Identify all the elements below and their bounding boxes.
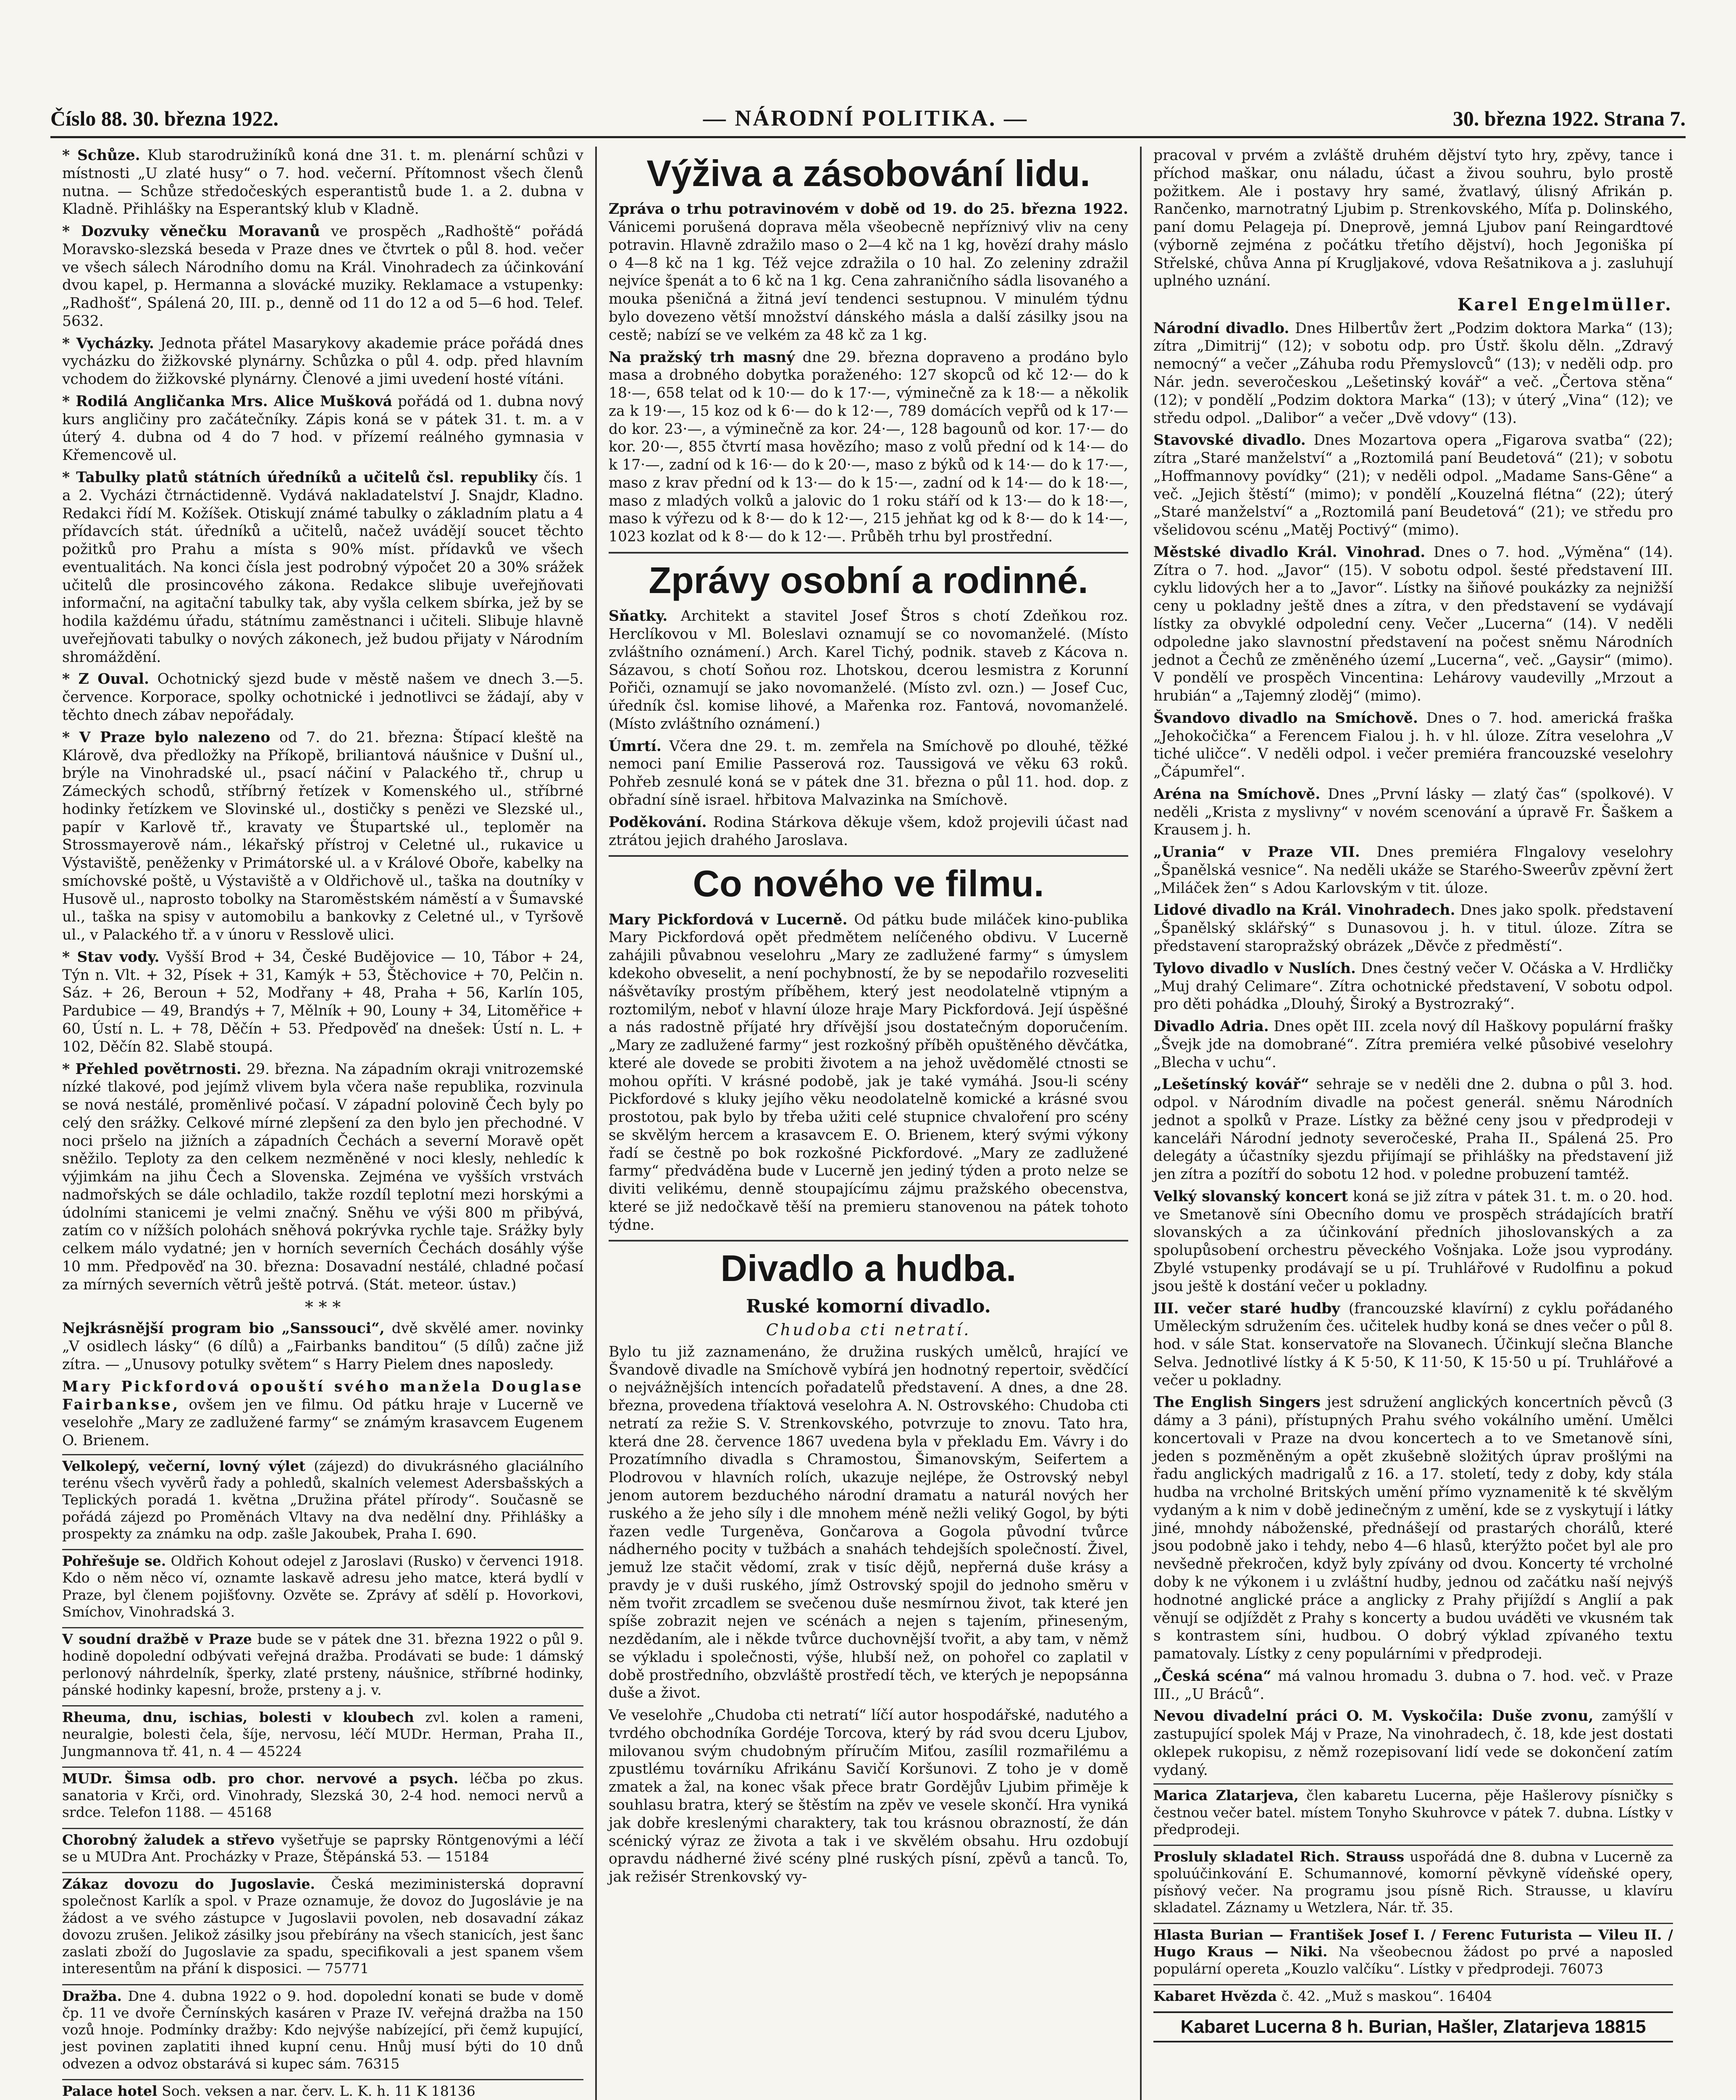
- section-film: [609, 911, 1128, 1234]
- news-item-heading: III. večer staré hudby: [1153, 1300, 1340, 1317]
- news-item-heading: Na pražský trh masný: [609, 349, 795, 366]
- news-item-heading: MUDr. Šimsa odb. pro chor. nervové a psych.: [62, 1770, 459, 1787]
- news-item-heading: * Stav vody.: [62, 948, 160, 966]
- news-item-text: Vyšší Brod + 34, České Budějovice — 10, Tábor + 24, Týn n. Vlt. + 32, Písek + 31, Kamýk + 53, Štěchovice + 70, Pelčin n. Sáz. + 26, Beroun + 52, Modřany + 48, Praha + 56, Karlín 105, Pardubice — 49, Brandýs + 7, Mělník + 90, Louny + 34, Litoměřice + 60, Ústí n. L. + 78, Děčín + 53. Předpověď na dnešek: Ústí n. L. + 102, Děčín 82. Slabě stoupá.: [62, 948, 583, 1055]
- section-title-personal: Zprávy osobní a rodinné.: [649, 559, 1088, 601]
- column-2: [595, 147, 1140, 2100]
- news-item-heading: „Lešetínský kovář“: [1153, 1076, 1310, 1093]
- news-item-heading: Pohřešuje se.: [62, 1553, 166, 1570]
- news-item: [1153, 1076, 1673, 1184]
- news-item-text: Jednota přátel Masarykovy akademie práce pořádá dnes vycházku do žižkovské plynárny. Schůzka o půl 4. odp. před hlavním vchodem do žižkovské plynárny. Členové a jimi uvedení hosté vítáni.: [62, 335, 583, 388]
- news-item-heading: V soudní dražbě v Praze: [62, 1631, 252, 1648]
- news-item: [609, 607, 1128, 733]
- news-item-text: (francouzské klavírní) z cyklu pořádaného Uměleckým sdružením čes. učitelek hudby koná se dnes večer o půl 8. hod. v sále Stat. konservatoře na Slovanech. Účinkují slečna Blanche Selva. Jednotlivé lístky á K 5·50, K 11·50, K 15·50 u pí. Truhlářové a večer u pokladny.: [1153, 1300, 1673, 1389]
- news-item-text: od 7. do 21. března: Štípací kleště na Klárově, dva předložky na Příkopě, briliantová náušnice v Dušní ul., brýle na Vinohradské ul., psací náčiní v Palackého tř., chrup u Zámeckých schodů, stříbrný řetízek v Komenského ul., stříbrné hodinky řetízkem ve Slovinské ul., dostičky s penězi ve Slezské ul., papír v Karlově tř., kravaty ve Štupartské ul., teploměr na Strossmayerově nám., lékařský přístroj v Celetné ul., rukavice u Výstaviště, peněženky v Primátorské ul. a v Králové Oboře, kabelky na smíchovské poště, u Výstaviště a v Oldřichově ul., taška na doutníky v Husově ul., naprosto tobolky na Staroměstském náměstí a v Šumavské ul., taška na spisy v automobilu a bankovky z Celetné ul., v Tyršově ul., v Palackého tř. a v únoru v Resslově ulici.: [62, 729, 584, 944]
- promo-pickford: [62, 1378, 583, 1450]
- news-item-heading: Městské divadlo Král. Vinohrad.: [1153, 543, 1426, 561]
- news-item-text: koná se již zítra v pátek 31. t. m. o 20. hod. ve Smetanově síni Obecního domu ve prospěch strádajících bratří slovanských a za účinkování předních jihoslovanských a za spolupůsobení orchestru pěveckého Vošnjaka. Lože jsou vyprodány. Zbylé vstupenky prodávají se u pí. Truhlářové v Rudolfinu a pokud jsou ještě k dostání večer u pokladny.: [1153, 1188, 1673, 1295]
- news-item-heading: Aréna na Smíchově.: [1153, 785, 1321, 803]
- news-item-heading: * Rodilá Angličanka Mrs. Alice Mušková: [62, 393, 392, 410]
- section-food: [609, 200, 1128, 546]
- classified-ad: [1153, 1984, 1673, 2007]
- news-item-heading: Zpráva o trhu potravinovém v době od 19. do 25. března 1922.: [609, 201, 1128, 218]
- separator-stars: * * *: [305, 1298, 341, 1318]
- news-item-text: (zájezd) do divukrásného glaciálního terénu všech vyvěrů řady a pohledů, skalních velemest Adersbašských a Teplických poradá 1. května „Družina přátel přírody“. Současně se pořádá zájezd po Proměnách Vltavy na dva nedělní dny. Přihlášky a prospekty za známku na odp. zašle Jakoubek, Praha I. 690.: [62, 1457, 583, 1542]
- promo-pickford-text: ovšem jen ve filmu. Od pátku hraje v Lucerně ve veselohře „Mary ze zadlužené farmy“ se známým krasavcem Eugenem O. Brienem.: [62, 1396, 583, 1449]
- promo-sanssouci-head: Nejkrásnější program bio „Sanssouci“,: [62, 1320, 385, 1337]
- news-item-text: zvl. kolen a rameni, neuralgie, bolesti čela, šíje, nervosu, léčí MUDr. Herman, Praha II., Jungmannova tř. 41, n. 4 — 45224: [62, 1709, 583, 1759]
- news-item-heading: „Urania“ v Praze VII.: [1153, 844, 1360, 861]
- news-item: [62, 948, 583, 1056]
- news-item-heading: * V Praze bylo nalezeno: [62, 729, 271, 746]
- news-item-text: Soch. veksen a nar. červ. L. K. h. 11 K 18136: [162, 2082, 475, 2099]
- news-item-text: má valnou hromadu 3. dubna o 7. hod. več. v Praze III., „U Bráců“.: [1153, 1667, 1673, 1703]
- news-item-heading: * Schůze.: [62, 147, 140, 164]
- news-item-text: Rodina Stárkova děkuje všem, kdož projevili účast nad ztrátou jejich drahého Jaroslava.: [609, 814, 1128, 849]
- news-item-heading: Lidové divadlo na Král. Vinohradech.: [1153, 902, 1455, 919]
- news-item-heading: Úmrtí.: [609, 738, 662, 755]
- news-item: [1153, 431, 1673, 539]
- classified-ad: [1153, 1783, 1673, 1840]
- article-title-russian-theatre: Ruské komorní divadlo.: [746, 1295, 991, 1317]
- classified-ad: [62, 1627, 583, 1701]
- news-item-heading: The English Singers: [1153, 1394, 1321, 1411]
- article-paragraph: Bylo tu již zaznamenáno, že družina ruských umělců, hrající ve Švandově divadle na Smíchově vybírá jen hodnotný repertoir, svědčící o nejvážnějších intencích pořadatelů představení. A dnes, a dne 28. března, provedena tříaktová veselohra A. N. Ostrovského: Chudoba cti netratí za režie S. V. Strenkovského, potvrzuje to znovu. Tato hra, která dne 28. července 1867 uvedena byla v překladu Em. Vávry i do Prozatímního divadla s Chramostou, Šimanovským, Seifertem a Plodrovou v hlavních rolích, ukazuje nejlépe, že Ostrovský nebyl jenom autorem bezduchého národní dramatu a naturál nových her ruského a že jeho síly i dle mnohem méně nežli veliký Gogol, by býti řazen vedle Turgeněva, Gončarova a Gogola původní tvůrce nádherného pocity v tužbách a snahách tehdejších společností. Živel, jemuž lze stačit vědomí, zrak v tisíc dějů, nepřerná duše krásy a pravdy je v duši ruského, jímž Ostrovský spojil do jednoho směru v něm tvořit zrcadlem se svečenou duše nesmírnou život, tak které jen spíše zobrazit nejen ve scénách a nejen s tajením, přineseným, nezdědaním, ale i někde tvůrce duchovnější tvořit, a aby tam, v němž se výkladu i společnosti, výše, hlubší než, on pohořel co zaplatil v době prostředního, obzvláště prostředí těch, ve kterých je nepopsánna duše a život.: [609, 1343, 1128, 1702]
- news-item-text: ve prospěch „Radhoště“ pořádá Moravsko-slezská beseda v Praze dnes ve čtvrtek o půl 8. hod. večer ve všech sálech Národního domu na Král. Vinohradech za účinkování dvou kapel, p. Hermanna a slovácké muziky. Reklamace a vstupenky: „Radhošť“, Spálená 20, III. p., denně od 11 do 12 a od 5—6 hod. Telef. 5632.: [62, 223, 583, 330]
- section-theatre: [609, 1343, 1128, 1886]
- news-item-heading: Hlasta Burian — František Josef I. / Ferenc Futurista — Vileu II. / Hugo Kraus — Niki.: [1153, 1927, 1673, 1960]
- classified-ad: [1153, 1845, 1673, 1919]
- column-3: [1140, 147, 1685, 2100]
- news-item-heading: Velkolepý, večerní, lovný výlet: [62, 1457, 306, 1474]
- news-item-heading: „Česká scéna“: [1153, 1667, 1271, 1685]
- news-item-heading: Poděkování.: [609, 814, 707, 831]
- news-item: [62, 393, 583, 465]
- review-signature: Karel Engelmüller.: [1457, 295, 1673, 315]
- news-item-text: sehraje se v neděli dne 2. dubna o půl 3. hod. odpol. v Národním divadle na počest generál. sněmu Národních jednot a spolků v Praze. Lístky za běžné ceny jsou v předprodeji v kanceláři Národní jednoty severočeské, Praha II., Spálená 25. Pro delegáty a účastníky sjezdu přijímají se přihlášky na představení již jen zítra a pozítří do sobotu 12 hod. v poledne probuzení tamtéž.: [1153, 1076, 1673, 1183]
- divider: [609, 855, 1128, 857]
- news-item: [62, 147, 583, 218]
- news-item-text: Od pátku bude miláček kino-publika Mary Pickfordová opět předmětem nelíčeného obdivu. V Lucerně zahájili půvabnou veselohru „Mary ze zadlužené farmy“ s úmyslem kdekoho obveselit, a není pochybností, že by se nepodařilo rozveseliti nášvětavíky prostým příběhem, který jest neodolatelně vtipným a roztomilým, neboť v hlavní úloze hraje Mary Pickfordová. Její úspěšné a nás radostně příjaté hry dřívější jsou dostatečným doporučením. „Mary ze zadlužené farmy“ jest rozkošný příběh opuštěného děvčátka, které ale dovede se probiti životem a na jehož uvědomělé ctnosti se mohou opříti. V krásné podobě, jak je také vymáhá. Jsou-li scény Pickfordové s kluky jejího věku neodolatelně komické a krásné svou prostotou, pak bylo by třeba užiti celé stupnice chvaloření pro scény se skvělým hercem a krasavcem E. O. Brienem, který svými výkony řadí se čestně po bok rozkošné Pickfordové. „Mary ze zadlužené farmy“ předváděna bude v Lucerně jen jediný týden a proto nelze se diviti velikému, denně stoupajícímu zájmu pražského obecenstva, které se již nedočkavě těší na premieru stanovenou na pátek tohoto týdne.: [609, 911, 1129, 1234]
- news-item: [1153, 901, 1673, 955]
- news-item-heading: Velký slovanský koncert: [1153, 1188, 1348, 1205]
- news-item-text: Architekt a stavitel Josef Štros s chotí Zdeňkou roz. Herclíkovou v Ml. Boleslavi oznamují se co novomanželé. (Místo zvláštního oznámení.) Arch. Karel Tichý, podnik. staveb z Kácova n. Sázavou, s chotí Soňou roz. Lhotskou, dcerou lesmistra z Korunní Pořiči, oznamují se jako novomanželé. (Místo zvl. ozn.) — Josef Cuc, úředník čsl. komise lihové, a Mařenka roz. Fantová, novomanželé. (Místo zvláštního oznámení.): [609, 608, 1129, 732]
- article-subtitle-play: Chudoba cti netratí.: [766, 1320, 971, 1339]
- news-item-heading: Švandovo divadlo na Smíchově.: [1153, 709, 1418, 727]
- columns: [50, 147, 1686, 2100]
- article-paragraph: Ve veselohře „Chudoba cti netratí“ líčí autor hospodářské, nadutého a tvrdého obchodníka Gordéje Torcova, který by rád svou dceru Ljubov, milovanou svým chudobným příručím Miťou, zasílil rozmařilému a zpustlému továrníku Afrikánu Savičí Koršunovi. Z toho je v domě zmatek a žal, na konec však přece bratr Gordějův Ljubim přiměje k souhlasu bratra, který se štěstím na zpěv ve vesele skončí. Hra vyniká jak dobře kreslenými charaktery, tak tou krásnou obrazností, že dán scénický výraz ze života a tak i ve skvělém obsahu. Hru ozdobují opravdu nádherné živé scény plné ruských písní, zpěvů a tanců. To, jak režisér Strenkovský vy-: [609, 1707, 1128, 1886]
- news-item-text: Dnes premiéra Flngalovy veselohry „Španělská vesnice“. Na neděli ukáže se Starého-Sweerův zpěvní žert „Miláček žen“ s Adou Karlovským v tit. úloze.: [1153, 844, 1673, 897]
- news-item-heading: Mary Pickfordová v Lucerně.: [609, 911, 848, 928]
- news-item: [62, 1060, 583, 1294]
- news-item: [1153, 1667, 1673, 1704]
- news-item-heading: * Dozvuky věnečku Moravanů: [62, 223, 320, 240]
- promo-sanssouci: [62, 1320, 583, 1373]
- news-item-heading: Národní divadlo.: [1153, 320, 1290, 337]
- news-item-heading: Rheuma, dnu, ischias, bolesti v kloubech: [62, 1709, 414, 1726]
- news-item: [62, 223, 583, 331]
- news-item: [609, 911, 1128, 1234]
- news-item-heading: Prosluly skladatel Rich. Strauss: [1153, 1848, 1405, 1865]
- review-continuation: pracoval v prvém a zvláště druhém dějství tyto hry, zpěvy, tance i příchod maškar, onu náladu, účast a živou souhru, bylo prostě požitkem. Ale i postavy hry samé, žvatlavý, úlisný Afrikán p. Rančenko, marnotratný Ljubim p. Strenkovského, Míťa p. Dolinského, paní domu Pelageja pí. Dneprově, jemná Ljubov paní Reingardtové (výborně zejména z počátku třetího dějství), hoch Jegoniška pí Střelské, chůva Anna pí Krugljakové, vdova Rešatnikova a j. zasluhují uplného uznání.: [1153, 147, 1673, 290]
- news-item: [62, 335, 583, 388]
- news-item: [609, 200, 1128, 344]
- section-title-film: Co nového ve filmu.: [693, 863, 1044, 905]
- news-item: [609, 814, 1128, 850]
- news-item: [62, 670, 583, 724]
- news-item-text: Dnes opět III. zcela nový díl Haškovy populární frašky „Švejk jde na domobrané“. Zítra premiéra velké působivé veselohry „Blecha v uchu“.: [1153, 1018, 1673, 1071]
- section-title-food: Výživa a zásobování lidu.: [646, 152, 1090, 194]
- news-item: [1153, 1018, 1673, 1071]
- classified-ads: [62, 1454, 583, 2100]
- news-item: [1153, 843, 1673, 897]
- news-item-text: bude se v pátek dne 31. března 1922 o půl 9. hodině dopolední odbývati veřejná dražba. Prodávati se bude: 1 dámský perlonový náhrdelník, šperky, zlaté prsteny, náušnice, stříbrné hodinky, pánské hodinky kapesní, brože, prsteny a j. v.: [62, 1631, 584, 1698]
- news-item: [62, 729, 583, 944]
- news-item-text: člen kabaretu Lucerna, pěje Hašlerovy písničky s čestnou večer batel. místem Tonyho Skuhrovce v pátek 7. dubna. Lístky v předprodeji.: [1153, 1787, 1673, 1838]
- news-item-text: pořádá od 1. dubna nový kurs angličiny pro začátečníky. Zápis koná se v pátek 31. t. m. a v úterý 4. dubna od 4 do 7 hod. v přízemí reálného gymnasia v Křemencově ul.: [62, 393, 583, 464]
- news-item-text: čís. 1 a 2. Vycházi čtrnáctidenně. Vydává nakladatelství J. Snajdr, Kladno. Redakci řídí M. Kožíšek. Otiskují známé tabulky o základním platu a 4 přídavcích stát. úředníků a učitelů, načež uvádějí soucet těchto požitků pro Prahu a místa s 90% míst. přídavků ve všech eventualitách. Na konci čísla jest podrobný výpočet 20 a 30% srážek učitelů dle prosincového zákona. Redakce slibuje uveřejňovati informační, na agitační tabulky tak, aby vyšla celkem sbírka, jež by se hodila každému úřadu, státnímu zaměstnanci i učiteli. Slibuje hlavně uveřejňovati tabulky o nových zákonech, jež budou přijaty v Národním shromáždění.: [62, 469, 584, 666]
- classified-ad: [62, 1549, 583, 1623]
- news-item-heading: Zákaz dovozu do Jugoslavie.: [62, 1876, 315, 1893]
- news-item-text: č. 42. „Muž s maskou“. 16404: [1281, 1987, 1492, 2004]
- section-title-theatre: Divadlo a hudba.: [720, 1247, 1016, 1289]
- news-item-text: Česká meziministerská dopravní společnost Karlík a spol. v Praze oznamuje, že dovoz do Jugoslávie je na žádost a ve svého zástupce v Jugoslavii povolen, neb dosavadní zákaz dovozu zrušen. Jelikož zásilky jsou přebírány na všech stanicích, jest šanc zaslati zboží do Jugoslavie za spadu, specifikovali a jest spanem všem interesentům na přání k disposici. — 75771: [62, 1876, 583, 1977]
- news-item-text: Dnes čestný večer V. Očáska a V. Hrdličky „Muj drahý Celimare“. Zítra ochotnické představení, V sobotu odpol. pro děti pohádka „Dlouhý, Široký a Bystrozraký“.: [1153, 960, 1673, 1013]
- news-item-heading: Marica Zlatarjeva,: [1153, 1787, 1299, 1804]
- news-item-heading: * Z Ouval.: [62, 671, 150, 688]
- news-item: [1153, 960, 1673, 1013]
- news-item-text: Oldřich Kohout odejel z Jaroslavi (Rusko) v červenci 1918. Kdo o něm něco ví, oznamte laskavě adresu jeho matce, která bydlí v Praze, byl členem pojišťovny. Ozvěte se. Zprávy ať sdělí p. Hovorkovi, Smíchov, Vinohradská 3.: [62, 1553, 583, 1620]
- news-item-text: 29. března. Na západním okraji vnitrozemské nízké tlakové, pod jejímž vlivem byla včera naše republika, rozvinula se nová nestálé, proměnlivé počasí. V západní polovině Čech byly po celý den srážky. Celkové mírné zlepšení za den bylo jen přechodné. V noci pršelo na jižních a západních Čechách a severní Moravě opět sněžilo. Teploty za den celkem nezměněné v noci klesly, nehledíc k výjimkám na jihu Čech a Slovenska. Zejména ve vyšších vrstvách nadmořských se dále ochladilo, takže rozdíl teplotní mezi horskými a údolními stanicemi je velmi značný. Sněhu ve výši 800 m přibývá, zatím co v nížších polohách sněhová pokrývka rychle taje. Srážky byly celkem málo vydatné; jen v horních severních Čechách dosáhly výše 10 mm. Předpověď na 30. března: Dosavadní nestálé, chladné počasí za mírných severních větrů ještě potrvá. (Stát. meteor. ústav.): [62, 1060, 584, 1293]
- news-item-heading: Kabaret Hvězda: [1153, 1987, 1277, 2004]
- classified-ad: [62, 1828, 583, 1868]
- news-item-heading: * Tabulky platů státních úředníků a učitelů čsl. republiky: [62, 469, 538, 486]
- classified-ad: [1153, 1923, 1673, 1980]
- news-item-heading: Palace hotel: [62, 2082, 158, 2099]
- news-item-text: Dnes jako spolk. představení „Španělský sklářský“ s Dunasovou j. h. v titul. úloze. Zítra se představení staropražský obrázek „Děvče z předměstí“.: [1153, 902, 1673, 955]
- news-item-heading: Nevou divadelní práci O. M. Vyskočila: Duše zvonu,: [1153, 1708, 1594, 1725]
- news-item-text: Včera dne 29. t. m. zemřela na Smíchově po dlouhé, těžké nemoci paní Emilie Passerová roz. Taussigová ve věku 63 roků. Pohřeb zesnulé koná se v pátek dne 31. března o půl 11. hod. dop. z obřadní síně israel. hřbitova Malvazinka na Smíchově.: [609, 738, 1128, 808]
- news-list: [62, 147, 583, 1294]
- news-item-text: vyšetřuje se paprsky Röntgenovými a léčí se u MUDra Ant. Procházky v Praze, Štěpánská 53. — 15184: [62, 1831, 584, 1865]
- news-item-text: Dnes o 7. hod. „Výměna“ (14). Zítra o 7. hod. „Javor“ (15). V sobotu odpol. šesté představení III. cyklu lidových her a to „Javor“. Lístky na šiňové poukázky za nejnižší ceny u pokladny ještě dnes a zítra, v den představení se vydávají lístky za obvyklé odpolední ceny. Večer „Lucerna“ (14). V neděli odpoledne jako slavnostní představení na počest sněmu Národních jednot a Čechů ze změněného území „Lucerna“, več. „Gaysir“ (mimo). V pondělí ve prospěch Vincentina: Lehárovy vaudevilly „Mrzout a hrubián“ a „Tajemný zloděj“ (mimo).: [1153, 543, 1673, 705]
- classified-ad: [62, 1767, 583, 1824]
- news-item-heading: Divadlo Adria.: [1153, 1018, 1269, 1035]
- header-right: 30. března 1922. Strana 7.: [1452, 107, 1686, 130]
- news-item-heading: * Přehled povětrnosti.: [62, 1060, 242, 1078]
- news-item: [609, 349, 1128, 546]
- news-item-text: Dnes „První lásky — zlatý čas“ (spolkové). V neděli „Krista z myslivny“ v novém scenování a úpravě Fr. Šaškem a Krausem j. h.: [1153, 785, 1673, 839]
- news-item: [609, 738, 1128, 809]
- news-item-text: Ochotnický sjezd bude v městě našem ve dnech 3.—5. července. Korporace, spolky ochotnické i jednotlivci se žádají, aby v těchto dnech zábav nepořádaly.: [62, 671, 583, 724]
- promo-pickford-head: Mary Pickfordová opouští svého manžela Douglase Fairbankse,: [62, 1378, 583, 1413]
- column-1: [50, 147, 595, 2100]
- news-item-text: jest sdružení anglických koncertních pěvců (3 dámy a 3 páni), přístupných Prahu svého vokálního umění. Umělci koncertovali v Praze na dvou koncertech a to ve Smetanově síni, jeden s pozměněným a opět zkušebně složitých úprav prošlými na řadu anglických madrigalů z 16. a 17. století, tedy z doby, kdy stála hudba na vrcholné Britských umění přímo vyznamenitě k té skvělým vydaným a k nim v době jedinečným z umění, kde se z vyskytují i látky jiné, mnohdy náboženské, přednášejí od prastarých chorálů, které jsou podobně jako i tehdy, nebo 4—6 hlasů, kterýžto počet byl ale pro nevšedně překročen, když byly zpívány od dvou. Koncerty té vrcholné doby k ne výkonem i u zvláštní hudby, jednou od začátku naší nejvýš hodnotné anglické práce a anglicky z Prahy přijíždí s Anglií a pak věnují se odjíždět z Prahy s koncerty a budou uváděti ve vkusném tak s kontrastem síni, hudbou. O dobrý výklad zpívaného textu pamatovaly. Lístky z ceny populárními v předprodeji.: [1153, 1394, 1673, 1663]
- news-item: [1153, 543, 1673, 705]
- section-personal: [609, 607, 1128, 849]
- entertainment-ads: [1153, 1783, 1673, 2007]
- news-item: [1153, 1707, 1673, 1779]
- news-item-heading: Chorobný žaludek a střevo: [62, 1831, 275, 1848]
- news-item-text: Klub starodružiníků koná dne 31. t. m. plenární schůzi v místnosti „U zlaté husy“ o 7. hod. večerní. Přítomnost všech členů nutna. — Schůze středočeských esperantistů bude 1. a 2. dubna v Kladně. Přihlášky na Esperantský klub v Kladně.: [62, 147, 583, 218]
- classified-ad: [62, 1984, 583, 2075]
- promo-sanssouci-text: dvě skvělé amer. novinky „V osidlech lásky“ (6 dílů) a „Fairbanks banditou“ (5 dílů) začne již zítra. — „Unusovy potulky světem“ s Harry Pielem dnes naposledy.: [62, 1320, 584, 1373]
- news-item-text: Na všeobecnou žádost po prvé a naposled populární opereta „Kouzlo valčíku“. Lístky v předprodeji. 76073: [1153, 1943, 1673, 1977]
- news-item: [62, 469, 583, 666]
- news-item: [1153, 785, 1673, 839]
- news-item-text: dne 29. března dopraveno a prodáno bylo masa a drobného dobytka poraženého: 127 skopců od kč 12·— do k 18·—, 658 telat od k 10·— do k 17·—, výminečně za k 18·— a několik za k 19·—, 15 koz od k 6·— do k 12·—, 789 domácích vepřů od k 17·— do kor. 23·—, a výminečně za kor. 24·—, 128 bagounů od kor. 17·— do kor. 20·—, 855 čtvrtí masa hovězího; maso z volů přední od k 14·— do k 17·—, zadní od k 16·— do k 20·—, maso z býků od k 14·— do k 17·—, maso z krav přední od k 13·— do k 15·—, zadní od k 14·— do k 18·—, maso z mladých volků a jalovic do 1 roku stáří od k 13·— do k 18·—, maso k výřezu od k 8·— do k 12·—, 215 jehňat kg od k 8·— do k 14·—, 1023 kozlat od k 8·— do k 12·—. Průběh trhu byl prostřední.: [609, 349, 1128, 546]
- news-item-text: Dnes Mozartova opera „Figarova svatba“ (22); zítra „Staré manželství“ a „Roztomilá paní Beudetová“ (21); v sobotu „Hoffmannovy povídky“ (21); v neděli odpol. „Madame Sans-Gêne“ a več. „Jejich štěstí“ (mimo); v pondělí „Kouzelná flétna“ (22); úterý „Staré manželství“ a „Roztomilá paní Beudetová“ (21); ve středu pro všelidovou scénu „Matěj Poctivý“ (mimo).: [1153, 432, 1673, 539]
- classified-ad: [62, 2079, 583, 2100]
- news-item: [1153, 709, 1673, 781]
- news-item: [1153, 1300, 1673, 1390]
- news-item-text: léčba po zkus. sanatoria v Krči, ord. Vinohrady, Slezská 30, 2-4 hod. nemoci nervů a srdce. Telefon 1188. — 45168: [62, 1770, 584, 1821]
- header-left: Číslo 88. 30. března 1922.: [50, 107, 279, 130]
- masthead: — NÁRODNÍ POLITIKA. —: [703, 105, 1028, 131]
- classified-ad: [62, 1705, 583, 1762]
- news-item-text: zamýšlí v zastupující spolek Máj v Praze, Na vinohradech, č. 18, kde jest dostati oklepek rukopisu, z němž rozepisovaní lidí vede se dokončení zatím vydaný.: [1153, 1708, 1673, 1779]
- news-item-text: uspořádá dne 8. dubna v Lucerně za spoluúčinkování E. Schumannové, komorní pěvkyně vídeňské opery, písňový večer. Na programu jsou písně Rich. Strausse, u klavíru skladatel. Záznamy u Wetzlera, Nár. tř. 35.: [1153, 1848, 1673, 1916]
- divider: [609, 1240, 1128, 1242]
- news-item-heading: Stavovské divadlo.: [1153, 432, 1306, 449]
- news-item: [1153, 1188, 1673, 1296]
- footer-ad-lucerna: Kabaret Lucerna 8 h. Burian, Hašler, Zlatarjeva 18815: [1153, 2011, 1673, 2042]
- news-item: [1153, 320, 1673, 428]
- theatre-listings: [1153, 320, 1673, 1780]
- news-item-text: Dne 4. dubna 1922 o 9. hod. dopolední konati se bude v domě čp. 11 ve dvoře Černínských kasáren v Praze IV. veřejná dražba na 150 vozů hnoje. Podmínky dražby: Kdo nejvýše nabízející, při čemž kupující, jest povinen zaplatiti ihned kupní cenu. Hnůj musí býti do 10 dnů odvezen a odvoz obstarává si kupec sám. 76315: [62, 1987, 583, 2072]
- classified-ad: [62, 1454, 583, 1545]
- news-item-text: Vánicemi porušená doprava měla všeobecně nepříznivý vliv na ceny potravin. Hlavně zdražilo maso o 2—4 kč na 1 kg, hovězí drahy máslo o 4—8 kč na 1 kg. Též vejce zdražila o 10 hal. Zo zeleniny zdražil nejvíce špenát a to 6 kč na 1 kg. Cena zahraničního sádla lisovaného a mouka pšeničná a žitná jeví tendenci sestupnou. V minulém týdnu bylo dovezeno větší množství dánského másla a další zásilky jsou na cestě; nabízí se ve velkém za 48 kč za 1 kg.: [609, 219, 1128, 344]
- news-item-heading: Sňatky.: [609, 608, 668, 625]
- news-item-text: Dnes o 7. hod. americká fraška „Jehokočička“ a Ferencem Fialou j. h. v hl. úloze. Zítra veselohra „V tiché uličce“. V neděli odpol. i večer premiéra francouzské veselohry „Čápumřel“.: [1153, 709, 1673, 781]
- news-item-heading: Tylovo divadlo v Nuslích.: [1153, 960, 1356, 977]
- news-item-heading: * Vycházky.: [62, 335, 154, 352]
- divider: [609, 552, 1128, 554]
- news-item-text: Dnes Hilbertův žert „Podzim doktora Marka“ (13); zítra „Dimitrij“ (12); v sobotu odp. pro Ústř. školu děln. „Zdravý nemocný“ a večer „Záhuba rodu Přemyslovců“ (13); v neděli odp. pro Nár. jedn. severočeskou „Lešetinský kovář“ a več. „Čertova stěna“ (12); v pondělí „Podzim doktora Marka“ (13); v úterý „Vina“ (12); ve středu odpol. „Dalibor“ a večer „Dvě vdovy“ (13).: [1153, 320, 1673, 427]
- classified-ad: [62, 1872, 583, 1980]
- news-item: [1153, 1394, 1673, 1663]
- news-item-heading: Dražba.: [62, 1987, 122, 2004]
- page-header: [50, 105, 1686, 138]
